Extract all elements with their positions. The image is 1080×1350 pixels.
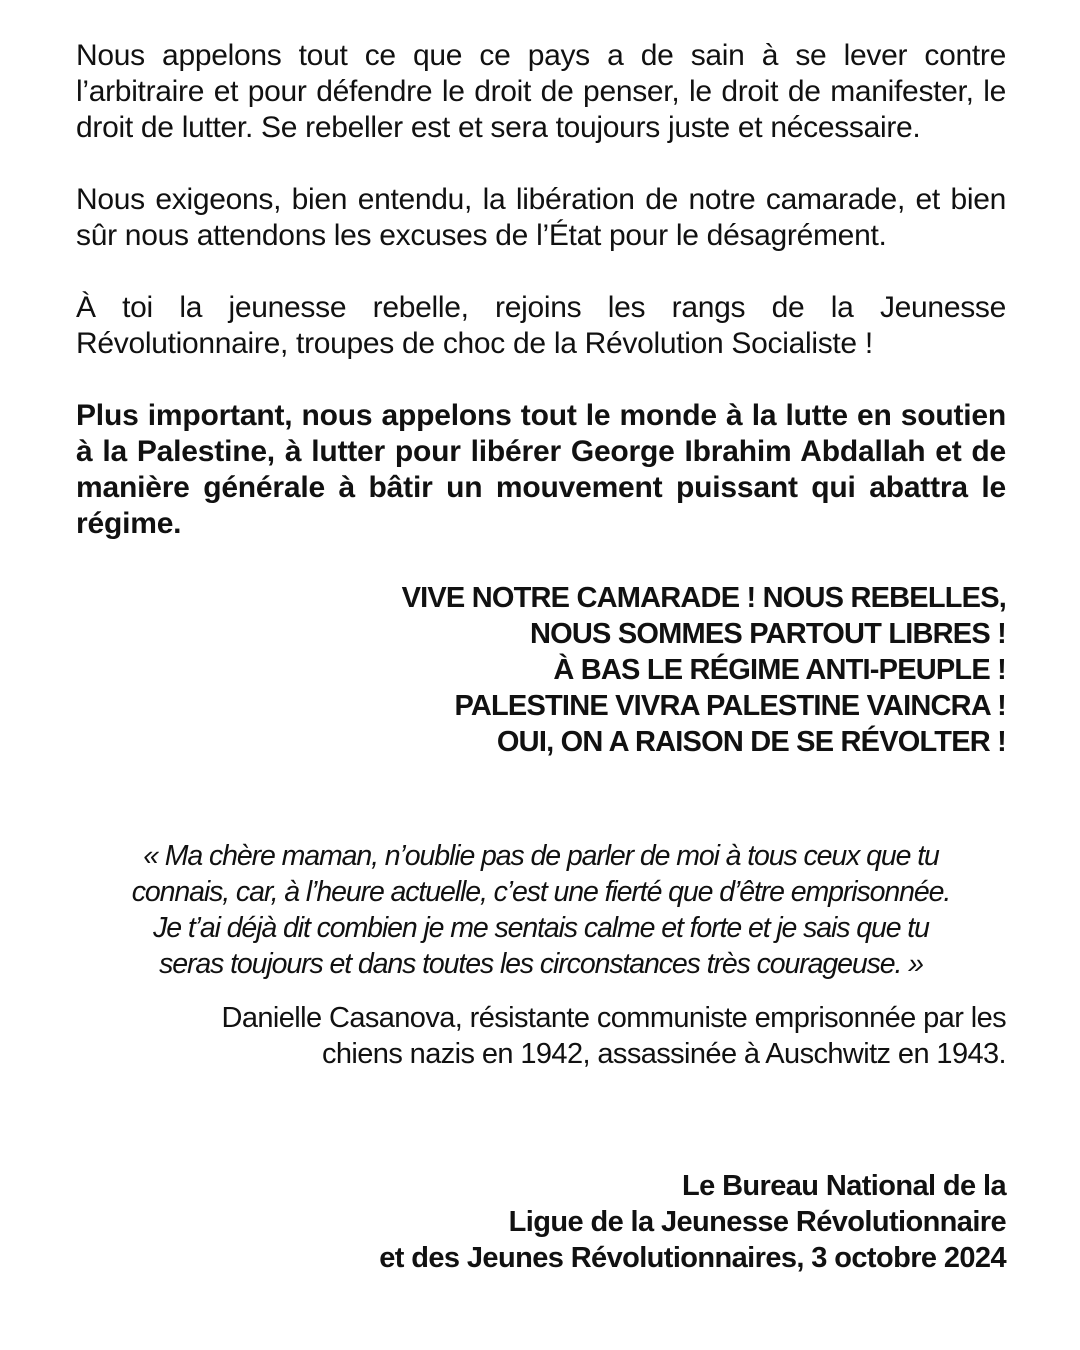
quote-line: seras toujours et dans toutes les circonstances très courageuse. » — [159, 948, 923, 980]
quote-line: « Ma chère maman, n’oublie pas de parler de moi à tous ceux que tu — [143, 840, 939, 872]
attribution-line: chiens nazis en 1942, assassinée à Auschwitz en 1943. — [322, 1038, 1006, 1070]
signature-block — [76, 1168, 1006, 1276]
slogan-line: VIVE NOTRE CAMARADE ! NOUS REBELLES, — [401, 582, 1006, 614]
signature-line: Ligue de la Jeunesse Révolutionnaire — [508, 1206, 1006, 1238]
signature-line: Le Bureau National de la — [681, 1170, 1006, 1202]
attribution-line: Danielle Casanova, résistante communiste emprisonnée par les — [221, 1002, 1006, 1034]
document-body — [76, 38, 1006, 1276]
quote-line: connais, car, à l’heure actuelle, c’est une fierté que d’être emprisonnée. — [131, 876, 951, 908]
quote-line: Je t’ai déjà dit combien je me sentais calme et forte et je sais que tu — [153, 912, 929, 944]
signature-line: et des Jeunes Révolutionnaires, 3 octobre 2024 — [379, 1242, 1006, 1274]
paragraph-call-to-rise: Nous appelons tout ce que ce pays a de sain à se lever contre l’arbitraire et pour défendre le droit de penser, le droit de manifester, le droit de lutter. Se rebeller est et sera toujours juste et nécessaire. — [76, 39, 1006, 144]
slogans-block — [76, 580, 1006, 760]
paragraph-palestine-support: Plus important, nous appelons tout le monde à la lutte en soutien à la Palestine, à lutter pour libérer George Ibrahim Abdallah et de manière générale à bâtir un mouvement puissant qui abattra le régime. — [76, 399, 1006, 540]
quote-attribution — [76, 1000, 1006, 1072]
slogan-line: OUI, ON A RAISON DE SE RÉVOLTER ! — [496, 726, 1006, 758]
slogan-line: PALESTINE VIVRA PALESTINE VAINCRA ! — [454, 690, 1006, 722]
quote-block — [76, 838, 1006, 982]
paragraph-youth-call: À toi la jeunesse rebelle, rejoins les rangs de la Jeunesse Révolutionnaire, troupes de choc de la Révolution Socialiste ! — [76, 291, 1006, 360]
slogan-line: NOUS SOMMES PARTOUT LIBRES ! — [530, 618, 1006, 650]
paragraph-demand-release: Nous exigeons, bien entendu, la libération de notre camarade, et bien sûr nous attendons les excuses de l’État pour le désagrément. — [76, 183, 1006, 252]
slogan-line: À BAS LE RÉGIME ANTI-PEUPLE ! — [553, 654, 1006, 686]
